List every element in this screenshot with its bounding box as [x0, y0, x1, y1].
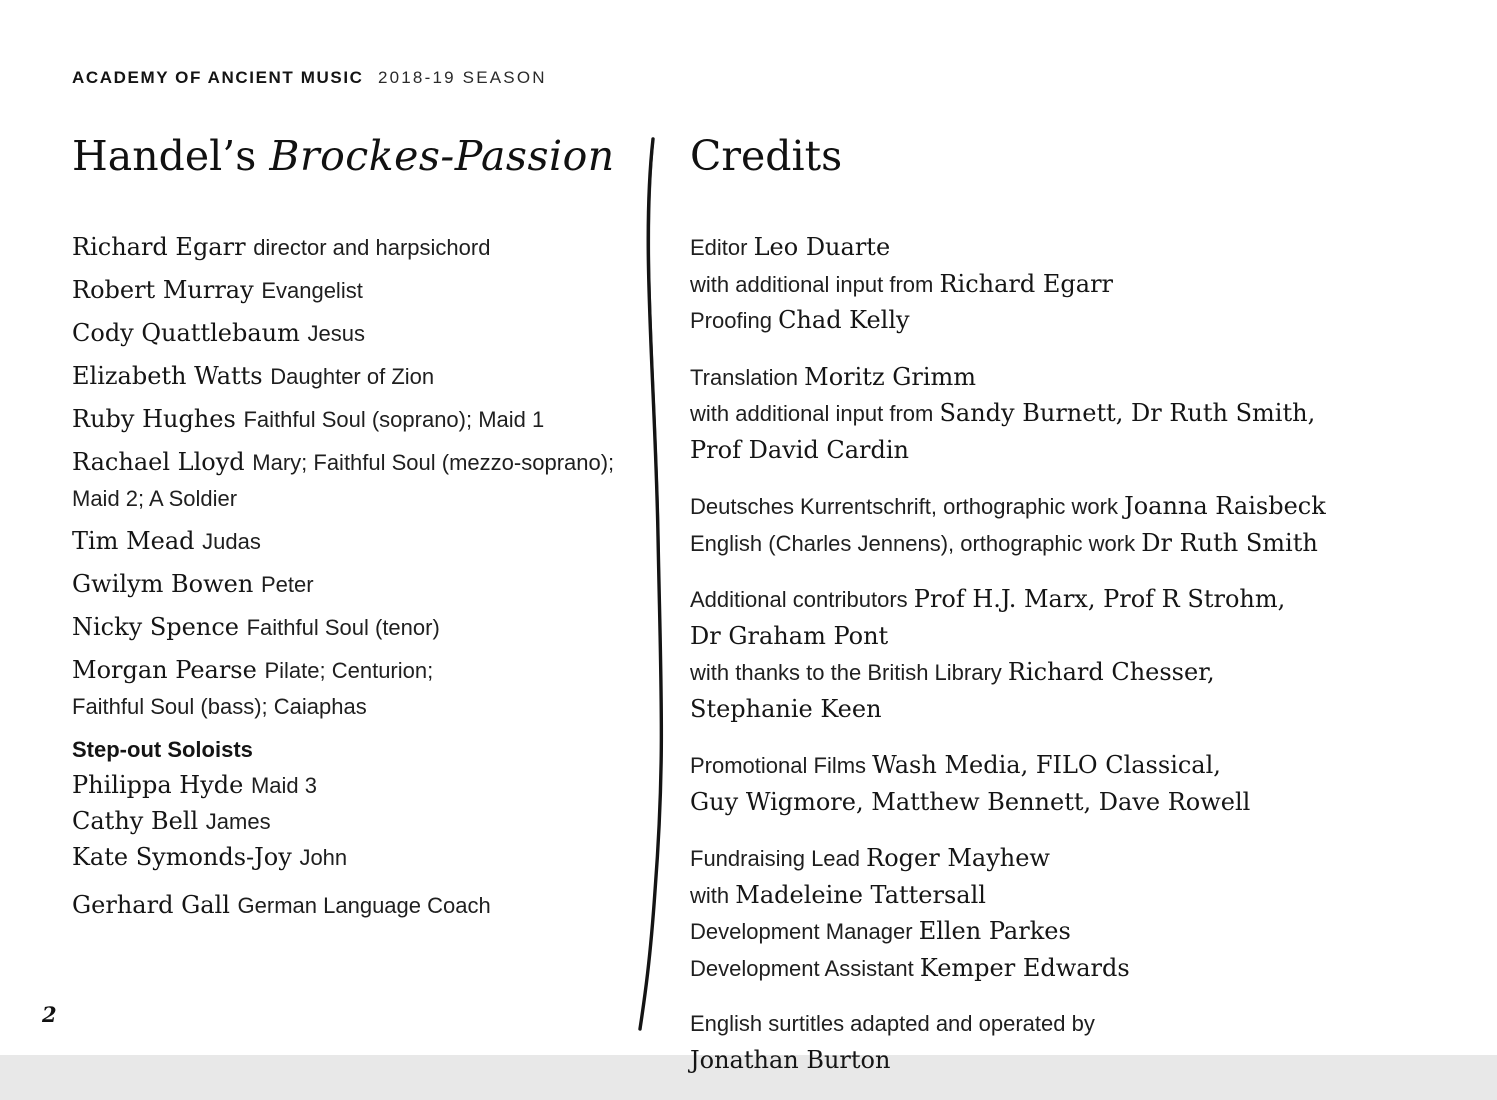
- text-line: [72, 317, 612, 353]
- text-paragraph: [72, 733, 612, 877]
- person-name: Dr Graham Pont: [690, 621, 889, 650]
- role-text: Additional contributors: [690, 587, 914, 613]
- person-name: Philippa Hyde: [72, 771, 251, 800]
- text-paragraph: [690, 361, 1410, 471]
- text-line: [72, 654, 612, 690]
- text-paragraph: [72, 611, 612, 647]
- role-text: James: [205, 809, 271, 835]
- person-name: Elizabeth Watts: [72, 362, 271, 391]
- text-line: [690, 620, 1410, 657]
- role-text: Development Assistant: [690, 955, 920, 981]
- text-paragraph: [72, 274, 612, 310]
- season-label: 2018-19 SEASON: [377, 68, 547, 87]
- role-text: Daughter of Zion: [270, 364, 435, 390]
- text-line: [690, 397, 1410, 434]
- text-paragraph: [72, 568, 612, 604]
- role-text: Faithful Soul (soprano); Maid 1: [243, 407, 545, 433]
- text-line: [72, 360, 612, 396]
- role-text: with additional input from: [690, 401, 940, 427]
- role-text: with thanks to the British Library: [690, 660, 1008, 686]
- role-text: Deutsches Kurrentschrift, orthographic work: [690, 494, 1125, 520]
- person-name: Moritz Grimm: [804, 362, 977, 391]
- role-text: Judas: [202, 529, 261, 555]
- text-line: [72, 403, 612, 439]
- text-line: [690, 952, 1410, 989]
- person-name: Guy Wigmore, Matthew Bennett, Dave Rowell: [690, 787, 1251, 816]
- page-number: 2: [42, 1002, 57, 1027]
- text-line: [690, 527, 1410, 564]
- role-text: Development Manager: [690, 919, 919, 945]
- page-header: [72, 68, 547, 88]
- person-name: Tim Mead: [72, 527, 203, 556]
- cast-list: [72, 231, 615, 925]
- text-line: [72, 841, 612, 877]
- person-name: Kemper Edwards: [919, 953, 1130, 982]
- text-paragraph: [72, 317, 612, 353]
- person-name: Chad Kelly: [778, 306, 910, 335]
- role-text: Faithful Soul (tenor): [246, 615, 440, 641]
- person-name: Gerhard Gall: [72, 891, 238, 920]
- role-text: Evangelist: [261, 278, 363, 304]
- text-line: [690, 268, 1410, 305]
- text-paragraph: [690, 1008, 1410, 1080]
- text-line: [690, 693, 1410, 730]
- credits-list: [690, 231, 1410, 1080]
- person-name: Kate Symonds-Joy: [72, 843, 300, 872]
- role-text: John: [299, 845, 348, 871]
- credits-title: Credits: [690, 132, 843, 180]
- text-line: [690, 231, 1410, 268]
- role-text: Peter: [260, 572, 314, 598]
- page-title: [72, 132, 615, 180]
- text-paragraph: [72, 360, 612, 396]
- role-text: Maid 2; A Soldier: [72, 486, 238, 512]
- person-name: Prof H.J. Marx, Prof R Strohm,: [913, 585, 1286, 614]
- text-paragraph: [690, 231, 1410, 341]
- person-name: Gwilym Bowen: [72, 570, 261, 599]
- role-text: Mary; Faithful Soul (mezzo-soprano);: [252, 450, 615, 476]
- person-name: Ruby Hughes: [72, 405, 244, 434]
- role-text: Faithful Soul (bass); Caiaphas: [72, 694, 367, 720]
- text-line: [72, 274, 612, 310]
- text-line: [72, 889, 612, 925]
- text-paragraph: [690, 842, 1410, 988]
- person-name: Richard Egarr: [939, 269, 1114, 298]
- text-line: [72, 231, 612, 267]
- role-text: Maid 3: [250, 773, 318, 799]
- text-line: [690, 304, 1410, 341]
- text-paragraph: [72, 231, 612, 267]
- text-line: [690, 749, 1410, 786]
- person-name: Rachael Lloyd: [72, 448, 253, 477]
- role-text: with additional input from: [690, 271, 940, 297]
- text-line: [690, 842, 1410, 879]
- person-name: Wash Media, FILO Classical,: [872, 751, 1221, 780]
- text-paragraph: [690, 583, 1410, 729]
- text-line: [72, 805, 612, 841]
- text-line: [72, 568, 612, 604]
- text-line: [690, 434, 1410, 471]
- title-prefix: Handel’s: [72, 132, 270, 180]
- text-paragraph: [72, 654, 612, 726]
- person-name: Dr Ruth Smith: [1141, 528, 1318, 557]
- text-line: [72, 769, 612, 805]
- text-paragraph: [72, 889, 612, 925]
- text-line: [72, 733, 612, 769]
- person-name: Richard Egarr: [72, 233, 254, 262]
- role-text: German Language Coach: [237, 893, 491, 919]
- text-line: [690, 656, 1410, 693]
- text-line: [690, 879, 1410, 916]
- cast-column: [72, 132, 615, 932]
- person-name: Sandy Burnett, Dr Ruth Smith,: [939, 399, 1316, 428]
- role-text: Fundraising Lead: [690, 846, 867, 872]
- role-text: Promotional Films: [690, 753, 873, 779]
- person-name: Cathy Bell: [72, 807, 206, 836]
- text-line: [690, 786, 1410, 823]
- text-paragraph: [72, 446, 615, 518]
- person-name: Morgan Pearse: [72, 656, 265, 685]
- text-line: [690, 583, 1410, 620]
- person-name: Stephanie Keen: [690, 694, 882, 723]
- role-text: Proofing: [690, 308, 779, 334]
- text-paragraph: [72, 525, 612, 561]
- person-name: Robert Murray: [72, 276, 262, 305]
- person-name: Joanna Raisbeck: [1124, 492, 1326, 521]
- person-name: Cody Quattlebaum: [72, 319, 308, 348]
- person-name: Ellen Parkes: [918, 917, 1071, 946]
- title-italic: Brockes-Passion: [269, 132, 615, 180]
- column-divider-line: [630, 136, 674, 1032]
- text-line: [690, 361, 1410, 398]
- role-text: English surtitles adapted and operated by: [690, 1011, 1095, 1037]
- role-text: Jesus: [307, 321, 365, 347]
- person-name: Prof David Cardin: [690, 435, 909, 464]
- person-name: Nicky Spence: [72, 613, 247, 642]
- text-line: [690, 1008, 1410, 1044]
- role-text: English (Charles Jennens), orthographic work: [690, 530, 1142, 556]
- person-name: Jonathan Burton: [690, 1045, 891, 1074]
- person-name: Roger Mayhew: [866, 844, 1050, 873]
- role-text: Pilate; Centurion;: [264, 658, 434, 684]
- role-text: Editor: [690, 235, 754, 261]
- person-name: Richard Chesser,: [1007, 658, 1215, 687]
- role-text: Translation: [690, 364, 805, 390]
- text-line: [72, 482, 612, 518]
- role-text: with: [690, 882, 736, 908]
- text-line: [72, 611, 612, 647]
- text-paragraph: [690, 490, 1410, 563]
- role-text: director and harpsichord: [253, 235, 491, 261]
- text-line: [72, 525, 612, 561]
- person-name: Madeleine Tattersall: [735, 880, 986, 909]
- text-line: [690, 1044, 1410, 1081]
- brand-name: ACADEMY OF ANCIENT MUSIC: [72, 68, 364, 87]
- person-name: Leo Duarte: [753, 233, 891, 262]
- text-line: [72, 690, 612, 726]
- text-paragraph: [72, 403, 612, 439]
- section-label: Step-out Soloists: [72, 737, 253, 763]
- text-line: [690, 490, 1410, 527]
- text-line: [72, 446, 615, 482]
- text-line: [690, 915, 1410, 952]
- credits-column: [690, 134, 1410, 1100]
- text-paragraph: [690, 749, 1410, 822]
